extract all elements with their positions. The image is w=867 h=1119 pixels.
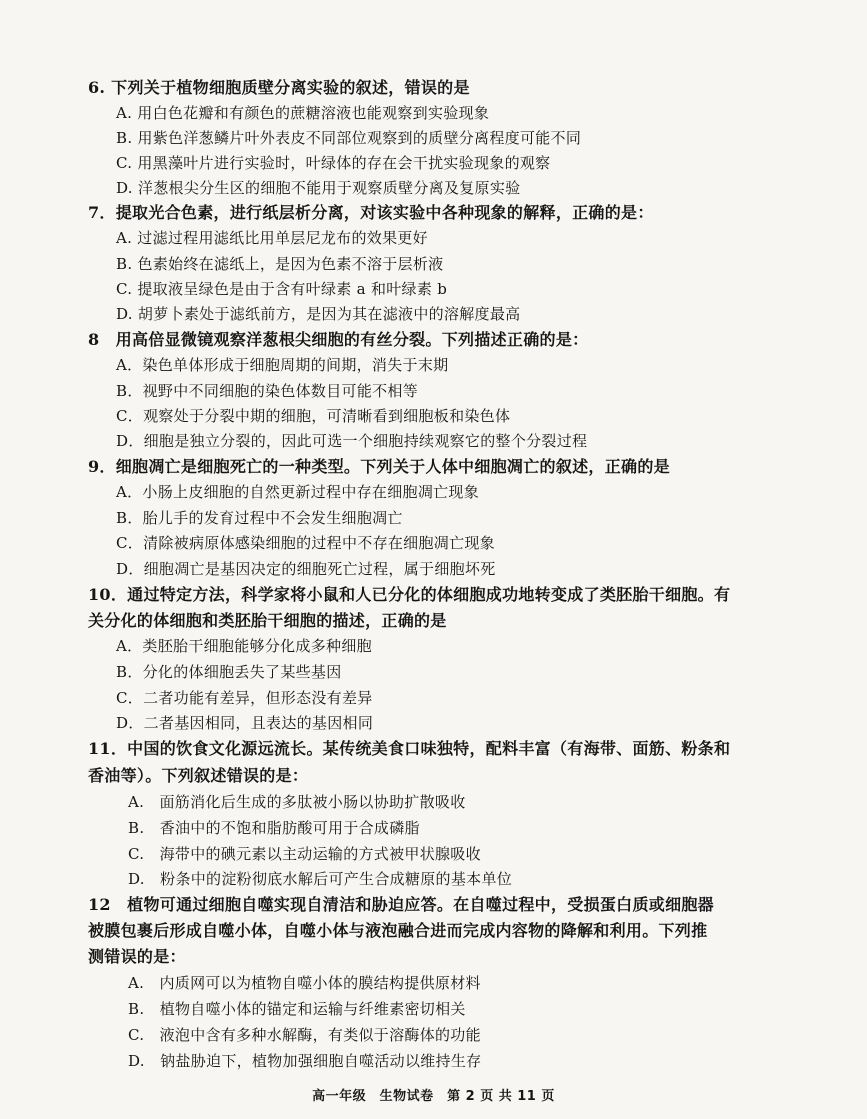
question-6-option-d: D. 洋葱根尖分生区的细胞不能用于观察质壁分离及复原实验	[116, 179, 521, 197]
question-7-option-c: C. 提取液呈绿色是由于含有叶绿素 a 和叶绿素 b	[116, 280, 448, 298]
question-6-stem: 6. 下列关于植物细胞质壁分离实验的叙述，错误的是	[88, 78, 470, 97]
question-10-option-b: B．分化的体细胞丢失了某些基因	[116, 663, 342, 681]
question-11-option-b: B. 香油中的不饱和脂肪酸可用于合成磷脂	[128, 819, 420, 837]
question-9-option-d: D．细胞凋亡是基因决定的细胞死亡过程，属于细胞坏死	[116, 560, 496, 578]
question-11-option-d: D. 粉条中的淀粉彻底水解后可产生合成糖原的基本单位	[128, 870, 513, 888]
question-10-stem-line-1: 10．通过特定方法，科学家将小鼠和人已分化的体细胞成功地转变成了类胚胎干细胞。有	[88, 585, 731, 604]
question-11-option-c: C. 海带中的碘元素以主动运输的方式被甲状腺吸收	[128, 845, 481, 863]
question-12-option-a: A. 内质网可以为植物自噬小体的膜结构提供原材料	[128, 974, 481, 992]
question-8-option-c: C．观察处于分裂中期的细胞，可清晰看到细胞板和染色体	[116, 407, 511, 425]
question-10-option-a: A．类胚胎干细胞能够分化成多种细胞	[116, 637, 372, 655]
question-6-option-c: C. 用黑藻叶片进行实验时，叶绿体的存在会干扰实验现象的观察	[116, 154, 551, 172]
question-8-stem: 8 用高倍显微镜观察洋葱根尖细胞的有丝分裂。下列描述正确的是：	[88, 330, 589, 349]
question-9-option-a: A．小肠上皮细胞的自然更新过程中存在细胞凋亡现象	[116, 483, 480, 501]
question-10-option-c: C．二者功能有差异，但形态没有差异	[116, 689, 373, 707]
question-9-option-b: B．胎儿手的发育过程中不会发生细胞凋亡	[116, 509, 403, 527]
question-6-option-b: B. 用紫色洋葱鳞片叶外表皮不同部位观察到的质壁分离程度可能不同	[116, 129, 582, 147]
question-9-stem: 9．细胞凋亡是细胞死亡的一种类型。下列关于人体中细胞凋亡的叙述，正确的是	[88, 457, 670, 476]
page-footer: 高一年级 生物试卷 第 2 页 共 11 页	[312, 1089, 555, 1104]
question-12-option-b: B. 植物自噬小体的锚定和运输与纤维素密切相关	[128, 1000, 466, 1018]
question-9-option-c: C．清除被病原体感染细胞的过程中不存在细胞凋亡现象	[116, 534, 495, 552]
question-8-option-d: D．细胞是独立分裂的，因此可选一个细胞持续观察它的整个分裂过程	[116, 432, 588, 450]
question-7-stem: 7．提取光合色素，进行纸层析分离，对该实验中各种现象的解释，正确的是：	[88, 203, 654, 222]
question-7-option-b: B. 色素始终在滤纸上，是因为色素不溶于层析液	[116, 255, 444, 273]
question-7-option-a: A. 过滤过程用滤纸比用单层尼龙布的效果更好	[116, 229, 428, 247]
question-11-stem-line-2: 香油等）。下列叙述错误的是：	[88, 766, 309, 785]
question-8-option-a: A．染色单体形成于细胞周期的间期，消失于末期	[116, 356, 449, 374]
question-8-option-b: B．视野中不同细胞的染色体数目可能不相等	[116, 382, 419, 400]
question-12-option-c: C. 液泡中含有多种水解酶，有类似于溶酶体的功能	[128, 1026, 481, 1044]
question-12-stem-line-2: 被膜包裹后形成自噬小体，自噬小体与液泡融合进而完成内容物的降解和利用。下列推	[88, 921, 708, 940]
question-12-stem-line-1: 12 植物可通过细胞自噬实现自清洁和胁迫应答。在自噬过程中，受损蛋白质或细胞器	[88, 895, 714, 914]
question-11-option-a: A. 面筋消化后生成的多肽被小肠以协助扩散吸收	[128, 793, 466, 811]
question-11-stem-line-1: 11．中国的饮食文化源远流长。某传统美食口味独特，配料丰富（有海带、面筋、粉条和	[88, 739, 731, 758]
question-12-option-d: D. 钠盐胁迫下，植物加强细胞自噬活动以维持生存	[128, 1052, 482, 1070]
question-6-option-a: A. 用白色花瓣和有颜色的蔗糖溶液也能观察到实验现象	[116, 104, 490, 122]
question-12-stem-line-3: 测错误的是：	[88, 947, 186, 966]
question-10-option-d: D．二者基因相同，且表达的基因相同	[116, 714, 374, 732]
question-7-option-d: D. 胡萝卜素处于滤纸前方，是因为其在滤液中的溶解度最高	[116, 305, 521, 323]
question-10-stem-line-2: 关分化的体细胞和类胚胎干细胞的描述，正确的是	[88, 611, 447, 630]
